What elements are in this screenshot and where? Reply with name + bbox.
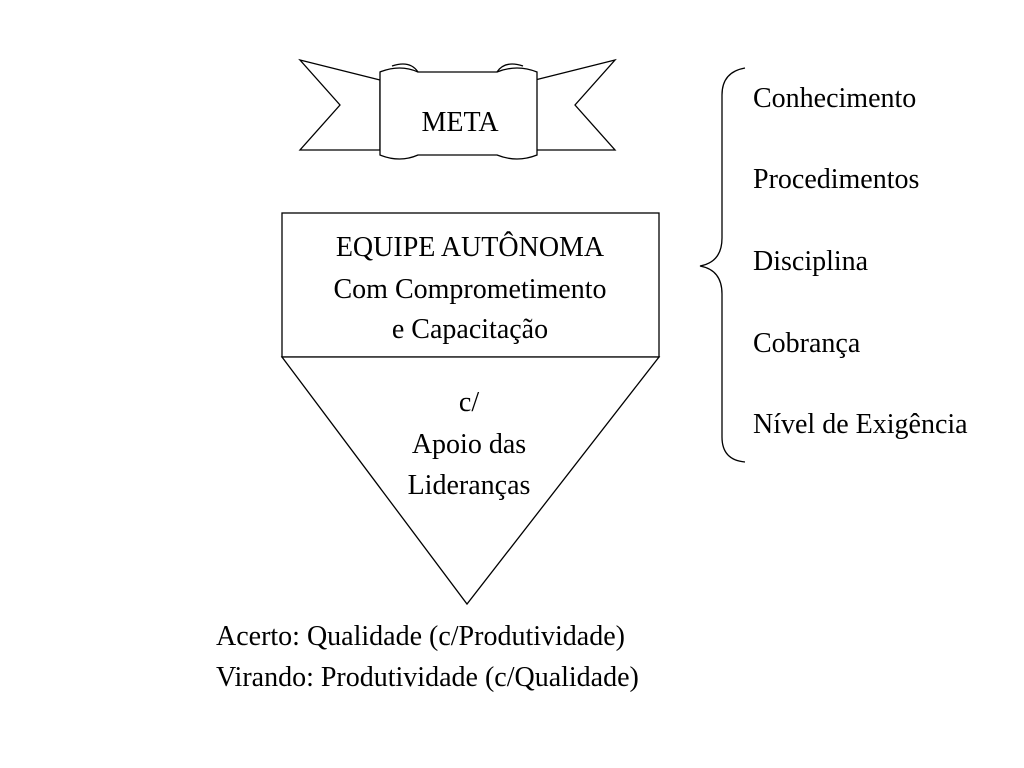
- banner-left-tail: [300, 60, 380, 150]
- footer-notes: [216, 621, 639, 693]
- triangle-line-1: c/: [458, 387, 480, 418]
- triangle-line-2: Apoio das: [411, 429, 527, 460]
- footer-line-virando: Virando: Produtividade (c/Qualidade): [216, 662, 639, 693]
- brace-list: [753, 83, 968, 440]
- team-box-line-1: EQUIPE AUTÔNOMA: [335, 232, 605, 263]
- brace-item-conhecimento: Conhecimento: [753, 83, 917, 114]
- support-triangle: [282, 357, 659, 604]
- brace-item-nivel-de-exigencia: Nível de Exigência: [753, 409, 968, 440]
- footer-line-acerto: Acerto: Qualidade (c/Produtividade): [216, 621, 625, 652]
- meta-banner: [300, 60, 615, 159]
- team-box-line-2: Com Comprometimento: [333, 274, 607, 305]
- brace-item-disciplina: Disciplina: [753, 246, 869, 277]
- banner-right-tail: [535, 60, 615, 150]
- team-box: [282, 213, 659, 357]
- brace-item-cobranca: Cobrança: [753, 328, 861, 359]
- triangle-line-3: Lideranças: [407, 470, 531, 501]
- brace-item-procedimentos: Procedimentos: [753, 164, 920, 195]
- team-box-line-3: e Capacitação: [391, 314, 549, 345]
- curly-brace: [700, 68, 745, 462]
- banner-label: META: [421, 107, 499, 138]
